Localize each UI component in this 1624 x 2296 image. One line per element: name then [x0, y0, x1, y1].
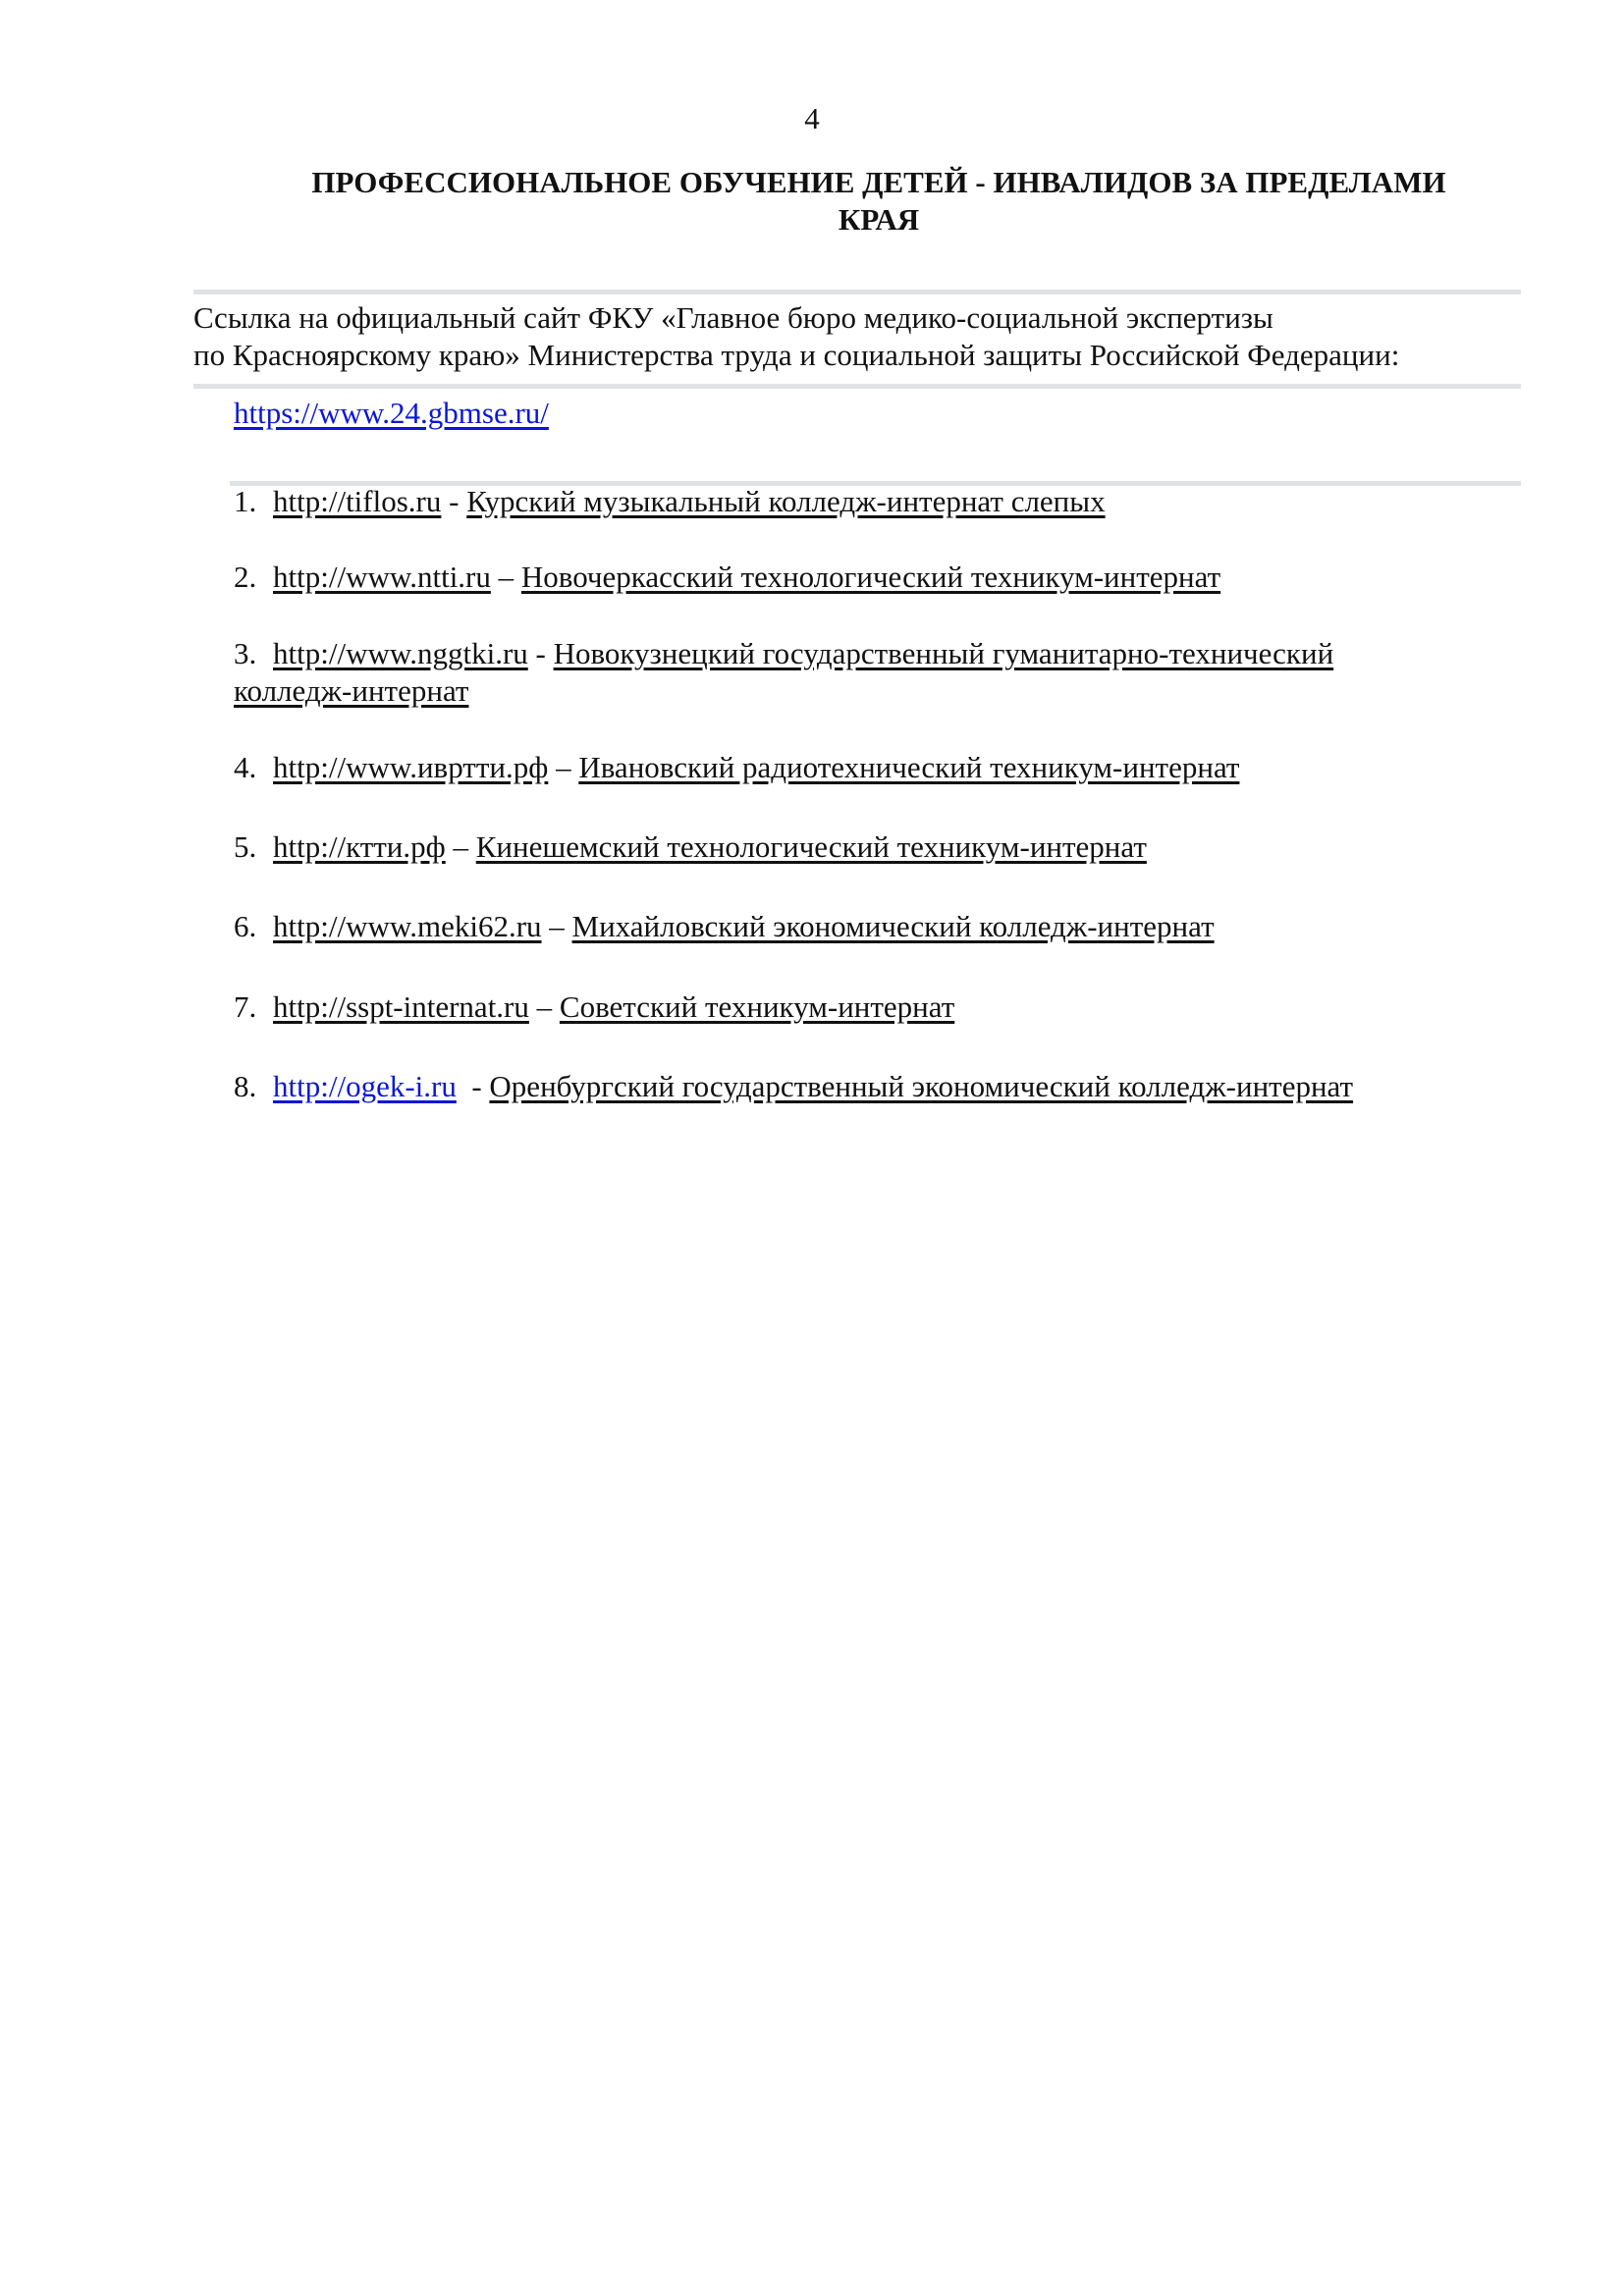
item-name-link-continuation[interactable]: колледж-интернат: [234, 673, 469, 708]
item-url-link[interactable]: http://ogek-i.ru: [273, 1069, 457, 1103]
item-number: 4.: [234, 750, 257, 784]
item-separator: –: [548, 750, 579, 784]
item-separator: -: [527, 636, 554, 670]
item-url-link[interactable]: http://www.ntti.ru: [273, 560, 491, 594]
item-name-link[interactable]: Новочеркасский технологический техникум-интернат: [520, 560, 1221, 594]
intro-line-2: по Красноярскому краю» Министерства труда и социальной защиты Российской Федерации:: [193, 338, 1400, 372]
item-separator: -: [441, 484, 467, 518]
page-title: [226, 164, 1532, 239]
item-url-link[interactable]: http://tiflos.ru: [273, 484, 442, 518]
item-url-link[interactable]: http://www.nggtki.ru: [273, 636, 528, 670]
item-name-link[interactable]: Курский музыкальный колледж-интернат слепых: [466, 484, 1106, 518]
item-name-link[interactable]: Ивановский радиотехнический техникум-интернат: [578, 750, 1240, 784]
official-site-link[interactable]: https://www.24.gbmse.ru/: [234, 396, 549, 430]
intro-text: [193, 299, 1529, 374]
page-title-line-1: ПРОФЕССИОНАЛЬНОЕ ОБУЧЕНИЕ ДЕТЕЙ - ИНВАЛИДОВ ЗА ПРЕДЕЛАМИ: [311, 165, 1446, 199]
list-item: [234, 908, 1530, 945]
item-url-link[interactable]: http://www.ивртти.рф: [273, 750, 549, 784]
item-url-link[interactable]: http://sspt-internat.ru: [273, 989, 529, 1024]
page-title-line-2: КРАЯ: [838, 202, 920, 237]
list-item: [234, 635, 1530, 710]
item-url-link[interactable]: http://ктти.рф: [273, 829, 446, 864]
item-number: 3.: [234, 636, 257, 670]
item-number: 5.: [234, 829, 257, 864]
divider: [193, 290, 1521, 294]
item-name-link[interactable]: Оренбургский государственный экономический колледж-интернат: [489, 1069, 1354, 1103]
list-item: [234, 749, 1530, 786]
list-item: [234, 988, 1530, 1026]
page-number: 4: [804, 101, 820, 135]
item-separator: -: [456, 1069, 490, 1103]
item-separator: –: [528, 989, 560, 1024]
item-number: 1.: [234, 484, 257, 518]
item-name-link[interactable]: Кинешемский технологический техникум-интернат: [475, 829, 1147, 864]
divider: [193, 384, 1521, 389]
item-separator: –: [445, 829, 476, 864]
item-name-link[interactable]: Советский техникум-интернат: [559, 989, 955, 1024]
item-url-link[interactable]: http://www.meki62.ru: [273, 909, 542, 943]
item-number: 8.: [234, 1069, 257, 1103]
item-number: 2.: [234, 560, 257, 594]
item-number: 7.: [234, 989, 257, 1024]
item-separator: –: [490, 560, 521, 594]
list-item: [234, 483, 1530, 520]
item-number: 6.: [234, 909, 257, 943]
item-separator: –: [541, 909, 572, 943]
item-name-link[interactable]: Новокузнецкий государственный гуманитарно-технический: [553, 636, 1334, 670]
list-item: [234, 828, 1530, 866]
item-name-link[interactable]: Михайловский экономический колледж-интернат: [571, 909, 1215, 943]
intro-line-1: Ссылка на официальный сайт ФКУ «Главное бюро медико-социальной экспертизы: [193, 300, 1273, 335]
list-item: [234, 559, 1530, 596]
list-item: [234, 1068, 1530, 1105]
